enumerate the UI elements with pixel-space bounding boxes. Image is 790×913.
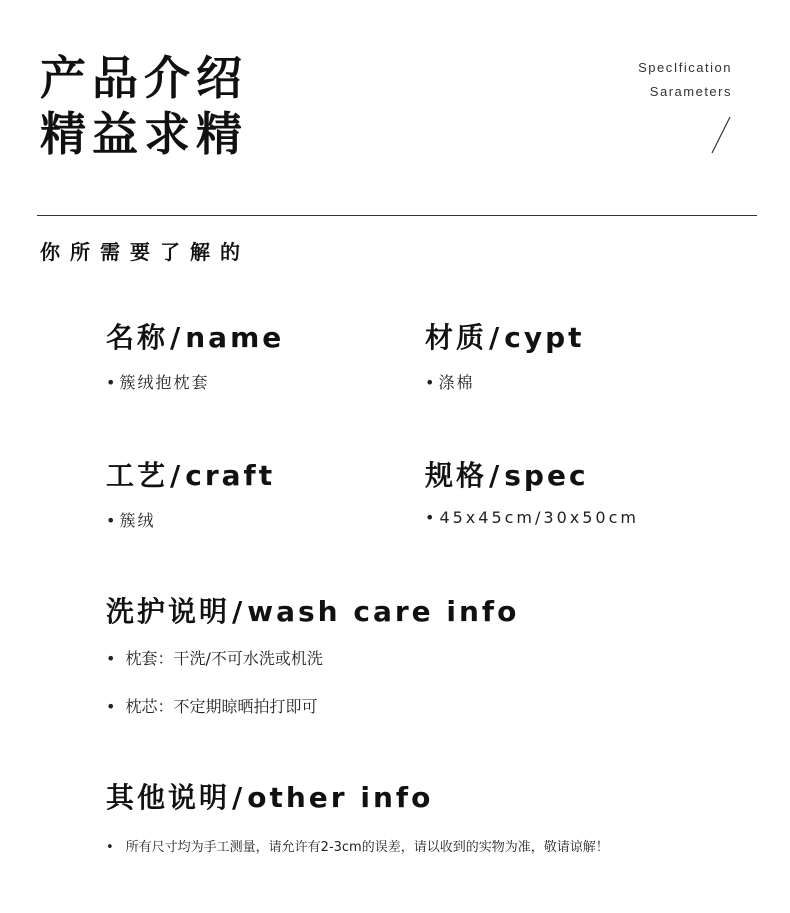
spec-label-cn: 工艺 [106,459,169,492]
list-item-text: 所有尺寸均为手工测量，请允许有2-3cm的误差，请以收到的实物为准，敬请谅解！ [125,840,609,855]
bullet-icon: • [106,511,118,530]
section-label-cn: 洗护说明 [106,595,231,628]
divider [37,215,757,216]
spec-caption-line-1: SpecIfication [638,60,732,75]
spec-heading [425,316,585,356]
bullet-icon: • [106,373,118,392]
bullet-icon: • [106,840,114,855]
list-item-text: 枕芯：不定期晾晒拍打即可 [125,697,318,716]
bullet-icon: • [106,697,116,716]
spec-label-cn: 名称 [106,321,169,354]
spec-heading [106,316,284,356]
list-item [106,694,519,717]
wash-care-section [106,590,519,717]
section-label-en: wash care info [247,595,520,628]
section-separator: / [232,595,246,628]
spec-label-en: craft [185,459,276,492]
section-subtitle: 你所需要了解的 [40,240,250,264]
spec-value [106,508,275,531]
spec-separator: / [489,321,503,354]
spec-label-en: spec [504,459,589,492]
spec-value-text: 45x45cm/30x50cm [439,508,639,527]
spec-label-cn: 材质 [425,321,488,354]
page-title [40,50,248,162]
spec-craft [106,454,275,531]
spec-name [106,316,284,393]
spec-value [425,508,639,527]
spec-separator: / [170,459,184,492]
spec-value-text: 簇绒抱枕套 [119,373,210,392]
spec-value [106,370,284,393]
spec-heading [106,454,275,494]
spec-size [425,454,639,527]
spec-caption-line-2: Sarameters [649,84,732,99]
spec-label-cn: 规格 [425,459,488,492]
other-info-section [106,776,609,855]
section-heading [106,590,519,630]
spec-heading [425,454,639,494]
spec-value-text: 涤棉 [438,373,475,392]
section-label-cn: 其他说明 [106,781,231,814]
spec-material [425,316,585,393]
bullet-icon: • [425,373,437,392]
list-item [106,646,519,669]
section-heading [106,776,609,816]
title-line-2: 精益求精 [40,107,248,161]
section-separator: / [232,781,246,814]
title-line-1: 产品介绍 [40,51,248,105]
spec-separator: / [489,459,503,492]
section-label-en: other info [247,781,434,814]
bullet-icon: • [106,649,116,668]
spec-label-en: cypt [504,321,585,354]
list-item [106,836,609,855]
spec-label-en: name [185,321,285,354]
specification-caption [638,56,732,104]
bullet-icon: • [425,508,438,527]
slash-decoration [711,116,731,154]
spec-value-text: 簇绒 [119,511,156,530]
spec-value [425,370,585,393]
spec-separator: / [170,321,184,354]
list-item-text: 枕套：干洗/不可水洗或机洗 [125,649,323,668]
